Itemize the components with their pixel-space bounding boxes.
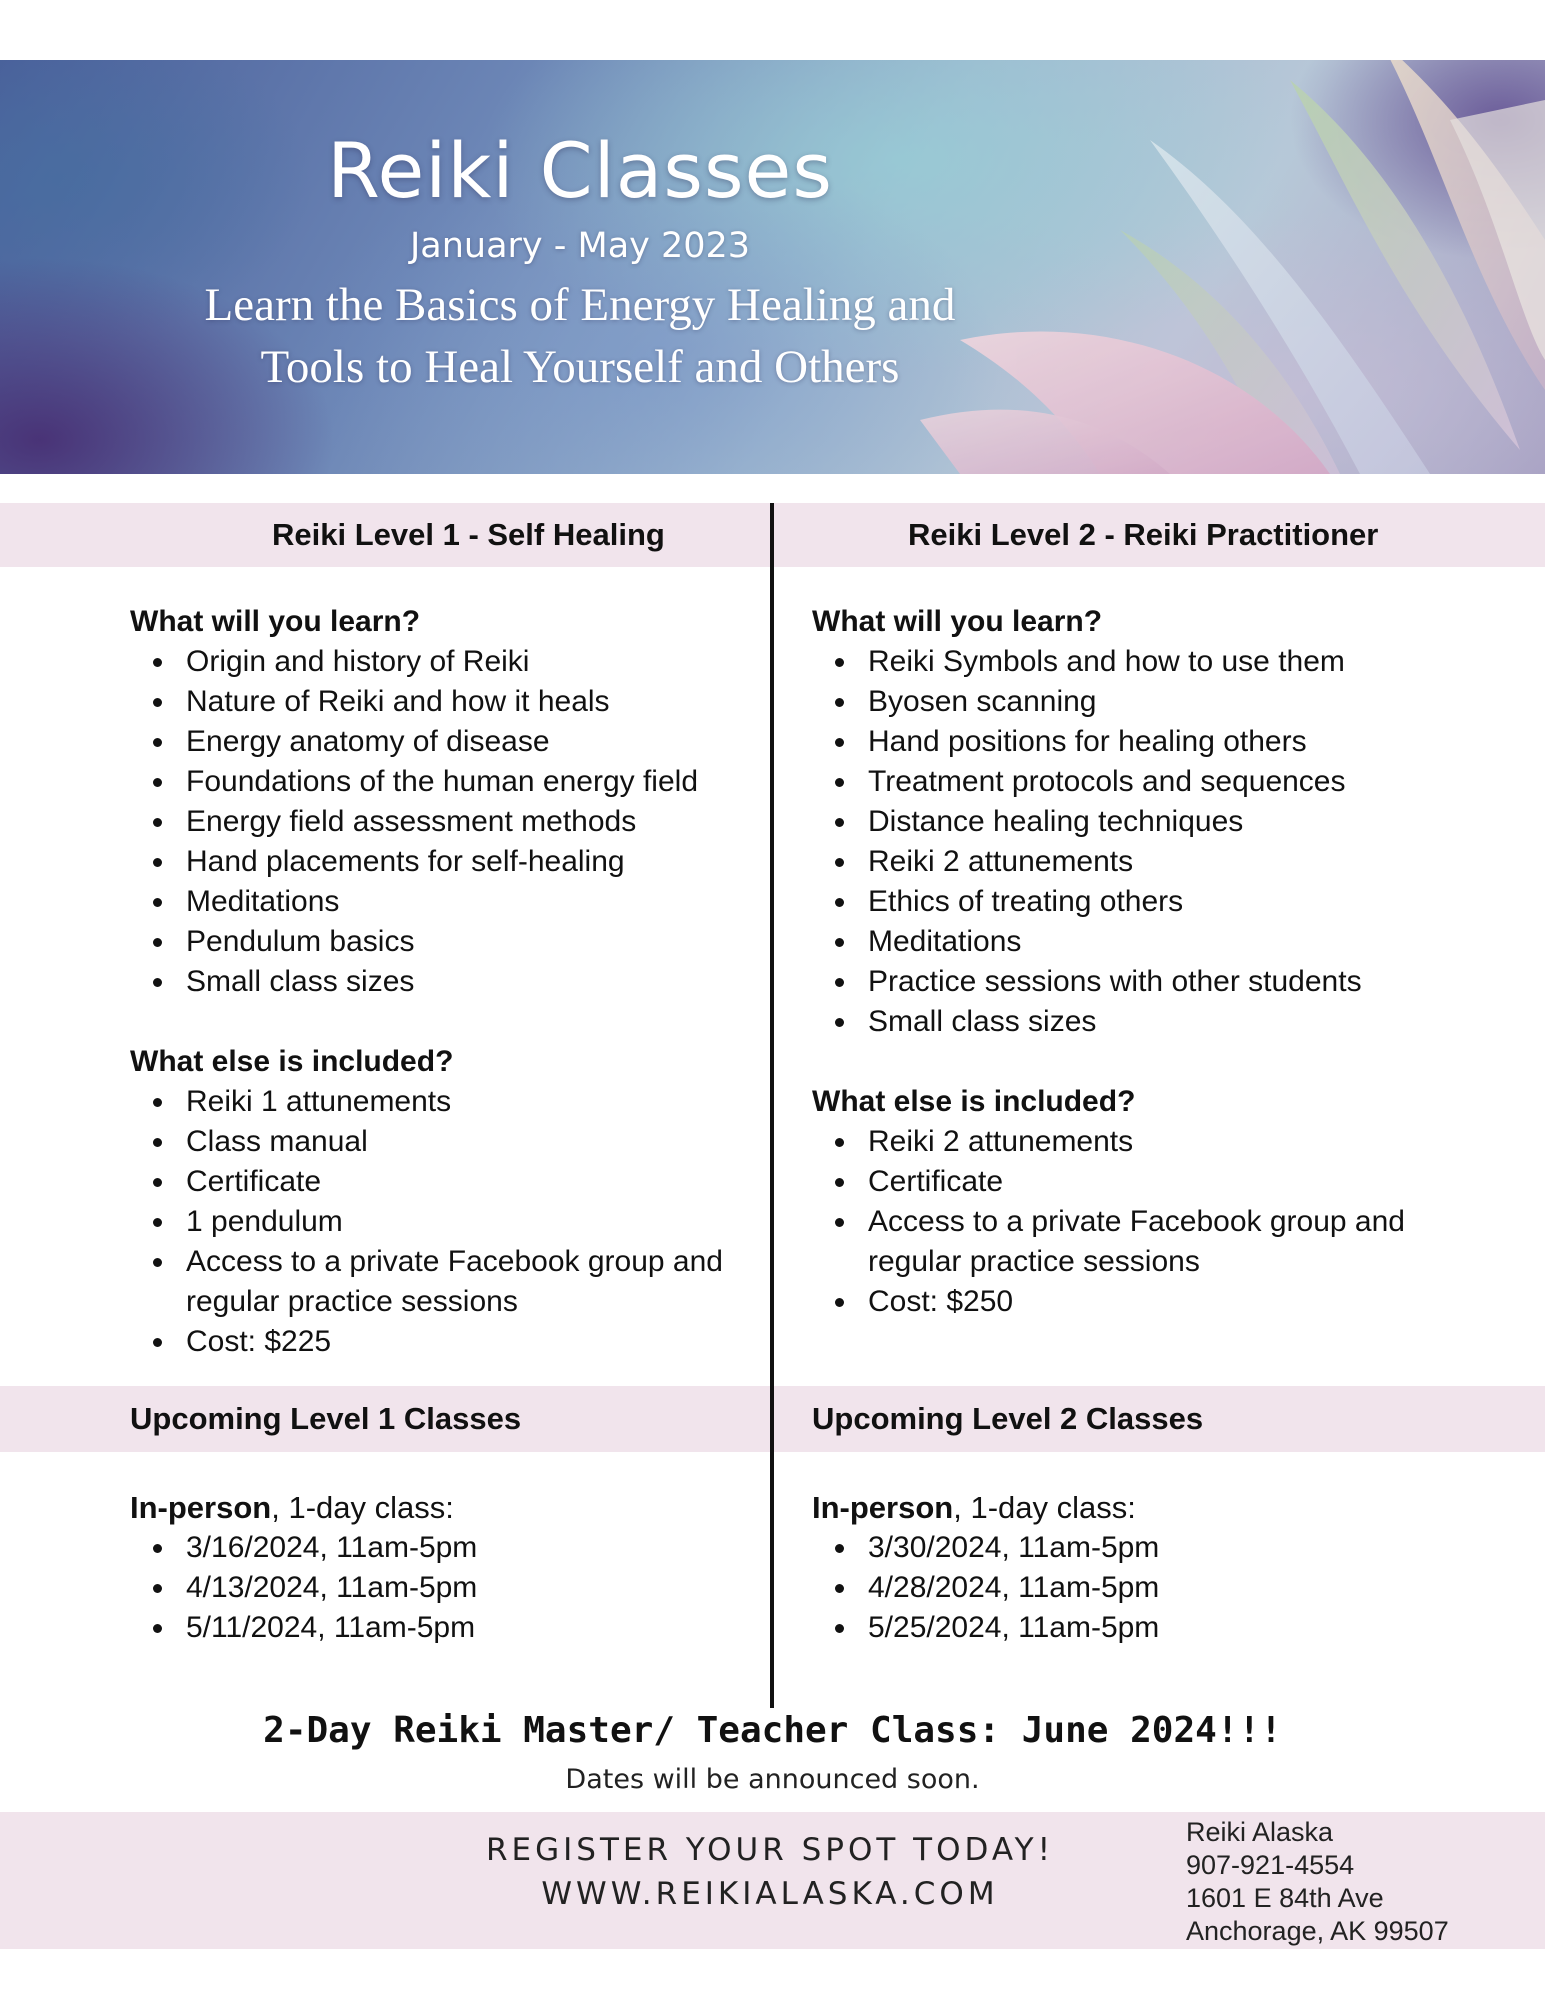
- list-item: Reiki 1 attunements: [130, 1082, 750, 1122]
- tagline-line-2: Tools to Heal Yourself and Others: [260, 341, 900, 393]
- list-item: Class manual: [130, 1122, 750, 1162]
- list-item: Meditations: [130, 882, 750, 922]
- master-class-title: 2-Day Reiki Master/ Teacher Class: June 2024!!!: [263, 1710, 1282, 1751]
- list-item: 1 pendulum: [130, 1202, 750, 1242]
- class-date: 3/16/2024, 11am-5pm: [130, 1528, 477, 1568]
- level1-upcoming-title: Upcoming Level 1 Classes: [130, 1401, 522, 1436]
- list-item: Energy anatomy of disease: [130, 722, 750, 762]
- list-item: Cost: $250: [812, 1282, 1452, 1322]
- list-item: Ethics of treating others: [812, 882, 1452, 922]
- level1-dates: [130, 1528, 477, 1648]
- level1-details: [130, 602, 750, 1362]
- level2-format: [812, 1488, 1159, 1528]
- contact-street: 1601 E 84th Ave: [1186, 1883, 1384, 1913]
- list-item: Origin and history of Reiki: [130, 642, 750, 682]
- contact-info: [1186, 1816, 1449, 1948]
- hero-banner: [0, 60, 1545, 474]
- column-divider: [770, 503, 774, 1708]
- level1-included-heading: What else is included?: [130, 1045, 454, 1078]
- format-bold: In-person: [812, 1490, 954, 1525]
- feathers-image: [0, 60, 1545, 474]
- register-cta: REGISTER YOUR SPOT TODAY!: [486, 1832, 1054, 1868]
- list-item: Access to a private Facebook group and regular practice sessions: [812, 1202, 1452, 1282]
- list-item: Pendulum basics: [130, 922, 750, 962]
- list-item: Foundations of the human energy field: [130, 762, 750, 802]
- tagline-line-1: Learn the Basics of Energy Healing and: [204, 279, 956, 331]
- level2-included-heading: What else is included?: [812, 1085, 1136, 1118]
- level2-dates: [812, 1528, 1159, 1648]
- format-rest: , 1-day class:: [953, 1490, 1136, 1525]
- contact-phone: 907-921-4554: [1186, 1850, 1355, 1880]
- level2-upcoming-title: Upcoming Level 2 Classes: [812, 1401, 1204, 1436]
- level2-schedule: [812, 1488, 1159, 1648]
- list-item: Small class sizes: [130, 962, 750, 1002]
- list-item: Treatment protocols and sequences: [812, 762, 1452, 802]
- list-item: Nature of Reiki and how it heals: [130, 682, 750, 722]
- list-item: Small class sizes: [812, 1002, 1452, 1042]
- list-item: Certificate: [130, 1162, 750, 1202]
- level1-title: Reiki Level 1 - Self Healing: [272, 517, 665, 552]
- level2-learn-heading: What will you learn?: [812, 605, 1103, 638]
- level2-learn-list: [812, 642, 1452, 1042]
- list-item: Hand placements for self-healing: [130, 842, 750, 882]
- level2-included-list: [812, 1122, 1452, 1322]
- level2-title: Reiki Level 2 - Reiki Practitioner: [908, 517, 1379, 552]
- list-item: Energy field assessment methods: [130, 802, 750, 842]
- master-class-note: Dates will be announced soon.: [565, 1764, 980, 1795]
- format-rest: , 1-day class:: [271, 1490, 454, 1525]
- list-item: Practice sessions with other students: [812, 962, 1452, 1002]
- list-item: Cost: $225: [130, 1322, 750, 1362]
- list-item: Reiki 2 attunements: [812, 842, 1452, 882]
- level1-learn-list: [130, 642, 750, 1002]
- class-date: 4/28/2024, 11am-5pm: [812, 1568, 1159, 1608]
- list-item: Hand positions for healing others: [812, 722, 1452, 762]
- format-bold: In-person: [130, 1490, 272, 1525]
- list-item: Reiki Symbols and how to use them: [812, 642, 1452, 682]
- level2-details: [812, 602, 1452, 1322]
- website-link[interactable]: WWW.REIKIALASKA.COM: [541, 1876, 999, 1912]
- class-date: 5/25/2024, 11am-5pm: [812, 1608, 1159, 1648]
- list-item: Distance healing techniques: [812, 802, 1452, 842]
- contact-name: Reiki Alaska: [1186, 1817, 1334, 1847]
- list-item: Byosen scanning: [812, 682, 1452, 722]
- list-item: Reiki 2 attunements: [812, 1122, 1452, 1162]
- level1-format: [130, 1488, 477, 1528]
- level1-included-list: [130, 1082, 750, 1362]
- class-date: 4/13/2024, 11am-5pm: [130, 1568, 477, 1608]
- list-item: Certificate: [812, 1162, 1452, 1202]
- list-item: Meditations: [812, 922, 1452, 962]
- list-item: Access to a private Facebook group and regular practice sessions: [130, 1242, 750, 1322]
- class-date: 5/11/2024, 11am-5pm: [130, 1608, 477, 1648]
- level1-learn-heading: What will you learn?: [130, 605, 421, 638]
- class-date: 3/30/2024, 11am-5pm: [812, 1528, 1159, 1568]
- date-range: January - May 2023: [409, 226, 751, 266]
- contact-city: Anchorage, AK 99507: [1186, 1916, 1449, 1946]
- level1-schedule: [130, 1488, 477, 1648]
- page-title: Reiki Classes: [327, 126, 833, 215]
